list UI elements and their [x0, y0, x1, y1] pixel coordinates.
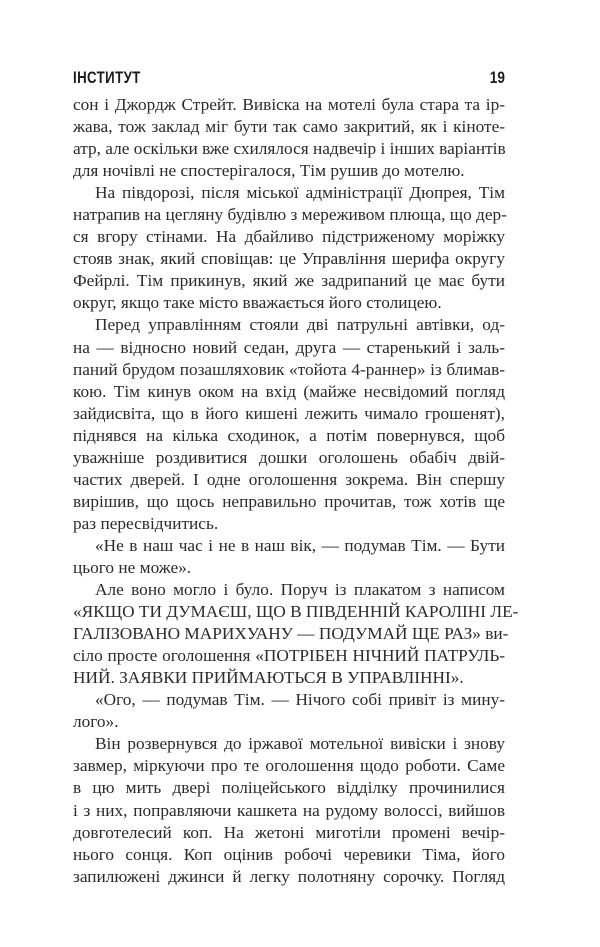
paragraph	[73, 314, 505, 534]
text-line: ся вгору стінами. На дбайливо підстриженому моріжку	[73, 227, 505, 247]
text-line: уважніше роздивитися дошки оголошень обабіч двій-	[73, 447, 505, 467]
paragraph	[73, 689, 505, 733]
paragraph	[73, 733, 505, 887]
text-line: завмер, міркуючи про те оголошення щодо роботи. Саме	[73, 756, 505, 776]
text-line: Фейрлі. Тім прикинув, який же задрипаний це має бути	[73, 271, 505, 291]
text-line: округ, якщо таке місто вважається його столицею.	[73, 293, 442, 313]
paragraph	[73, 535, 505, 579]
text-line: лого».	[73, 712, 119, 732]
text-line: натрапив на цегляну будівлю з мереживом плюща, що дер-	[73, 205, 507, 225]
text-line: ГАЛІЗОВАНО МАРИХУАНУ — ПОДУМАЙ ЩЕ РАЗ» ви-	[73, 624, 509, 644]
text-line: в цю мить двері поліцейського відділку прочинилися	[73, 778, 505, 798]
text-line: НИЙ. ЗАЯВКИ ПРИЙМАЮТЬСЯ В УПРАВЛІННІ».	[73, 668, 464, 688]
paragraph	[73, 579, 519, 689]
text-line: вирішив, що щось неправильно прочитав, тож хотів ще	[73, 491, 505, 511]
text-line: стояв знак, який сповіщав: це Управління шерифа округу	[73, 249, 505, 269]
text-line: піднявся на кілька сходинок, а потім повернувся, щоб	[73, 425, 505, 445]
text-line: для ночівлі не спостерігалося, Тім рушив до мотелю.	[73, 161, 465, 181]
text-line: «Ого, — подумав Тім. — Нічого собі привіт із мину-	[95, 690, 505, 710]
text-line: атр, але оскільки вже схилялося надвечір і інших варіантів	[73, 139, 506, 159]
text-line: зайдисвіта, що в його кишені лежить чимало грошенят),	[73, 403, 505, 423]
text-line: цього не може».	[73, 557, 192, 577]
text-line: «ЯКЩО ТИ ДУМАЄШ, ЩО В ПІВДЕННІЙ КАРОЛІНІ ЛЕ-	[73, 602, 519, 622]
text-line: паний брудом позашляховик «тойота 4-раннер» із блимав-	[73, 359, 505, 379]
text-line: Він розвернувся до іржавої мотельної вивіски і знову	[95, 734, 505, 754]
running-header	[73, 68, 410, 90]
text-line: сіло просте оголошення «ПОТРІБЕН НІЧНИЙ ПАТРУЛЬ-	[73, 646, 505, 666]
text-line: Але воно могло і було. Поруч із плакатом з написом	[95, 580, 505, 600]
paragraph	[73, 182, 505, 314]
text-line: кою. Тім кинув оком на вхід (майже несвідомий погляд	[73, 381, 505, 401]
text-line: Перед управлінням стояли дві патрульні автівки, од-	[95, 315, 505, 335]
text-line: і з них, поправляючи кашкета на рудому волоссі, вийшов	[73, 800, 505, 820]
text-line: На півдорозі, після міської адміністрації Дюпрея, Тім	[95, 183, 505, 203]
text-line: жава, тож заклад міг бути так само закритий, як і кіноте-	[73, 117, 505, 137]
body-text	[73, 94, 519, 888]
text-line: сон і Джордж Стрейт. Вивіска на мотелі була стара та ір-	[73, 95, 505, 114]
book-title: ІНСТИТУТ	[73, 68, 141, 87]
paragraph	[73, 94, 505, 182]
text-line: нього сонця. Коп оцінив робочі черевики Тіма, його	[73, 844, 505, 864]
text-line: довготелесий коп. На жетоні миготіли промені вечір-	[73, 822, 505, 842]
text-line: на — відносно новий седан, друга — старенький і заль-	[73, 337, 505, 357]
page-number: 19	[489, 68, 505, 87]
text-line: частих дверей. І одне оголошення зокрема. Він спершу	[73, 469, 505, 489]
text-line: запилюжені джинси й легку полотняну сорочку. Погляд	[73, 866, 505, 886]
text-line: раз пересвідчитись.	[73, 513, 219, 533]
text-line: «Не в наш час і не в наш вік, — подумав Тім. — Бути	[95, 535, 505, 555]
